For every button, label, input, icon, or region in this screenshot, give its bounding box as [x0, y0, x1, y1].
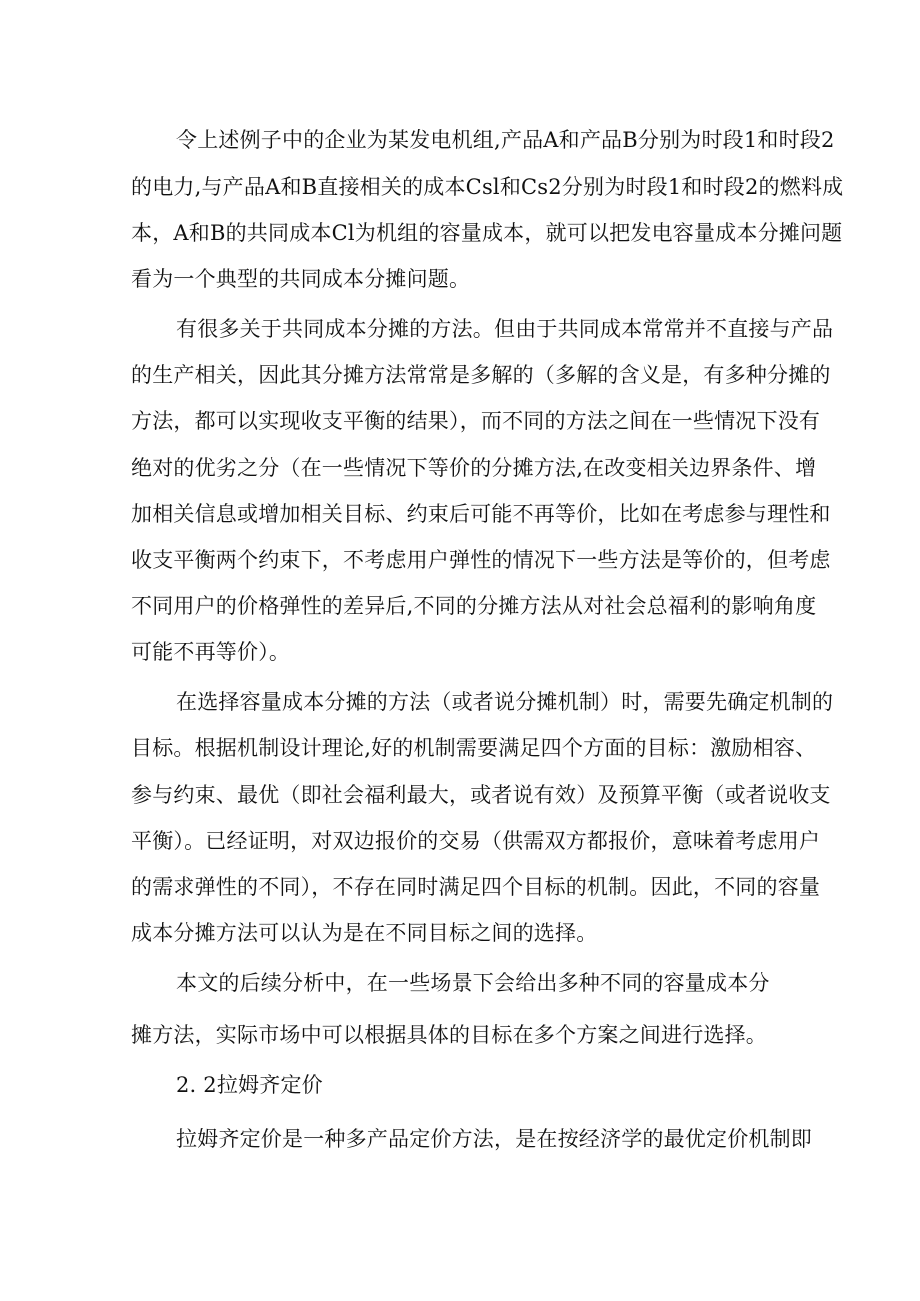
paragraph-2-line-3: 方法，都可以实现收支平衡的结果），而不同的方法之间在一些情况下没有 [131, 409, 821, 433]
paragraph-3-line-1: 在选择容量成本分摊的方法（或者说分摊机制）时，需要先确定机制的 [176, 690, 834, 714]
paragraph-4-line-2: 摊方法，实际市场中可以根据具体的目标在多个方案之间进行选择。 [131, 1023, 767, 1047]
paragraph-5-line-1: 拉姆齐定价是一种多产品定价方法，是在按经济学的最优定价机制即 [176, 1127, 812, 1151]
section-heading: 2. 2拉姆齐定价 [176, 1073, 323, 1097]
paragraph-1-line-1: 令上述例子中的企业为某发电机组,产品A和产品B分别为时段1和时段2 [176, 128, 835, 152]
paragraph-4-line-1: 本文的后续分析中，在一些场景下会给出多种不同的容量成本分 [176, 971, 770, 995]
paragraph-3-line-6: 成本分摊方法可以认为是在不同目标之间的选择。 [131, 921, 598, 945]
paragraph-1-line-4: 看为一个典型的共同成本分摊问题。 [131, 267, 471, 291]
paragraph-2-line-2: 的生产相关，因此其分摊方法常常是多解的（多解的含义是，有多种分摊的 [131, 363, 831, 387]
paragraph-2-line-6: 收支平衡两个约束下，不考虑用户弹性的情况下一些方法是等价的，但考虑 [131, 548, 831, 572]
paragraph-1-line-2: 的电力,与产品A和B直接相关的成本Csl和Cs2分别为时段1和时段2的燃料成 [131, 175, 844, 199]
paragraph-3-line-2: 目标。根据机制设计理论,好的机制需要满足四个方面的目标：激励相容、 [131, 736, 817, 760]
paragraph-3-line-4: 平衡）。已经证明，对双边报价的交易（供需双方都报价，意味着考虑用户 [131, 829, 821, 853]
paragraph-2-line-1: 有很多关于共同成本分摊的方法。但由于共同成本常常并不直接与产品 [176, 317, 834, 341]
paragraph-3-line-3: 参与约束、最优（即社会福利最大，或者说有效）及预算平衡（或者说收支 [131, 783, 831, 807]
paragraph-2-line-4: 绝对的优劣之分（在一些情况下等价的分摊方法,在改变相关边界条件、增 [131, 456, 817, 480]
paragraph-2-line-7: 不同用户的价格弹性的差异后,不同的分摊方法从对社会总福利的影响角度 [131, 594, 817, 618]
paragraph-2-line-8: 可能不再等价）。 [131, 640, 291, 664]
paragraph-1-line-3: 本，A和B的共同成本Cl为机组的容量成本，就可以把发电容量成本分摊问题 [131, 221, 843, 245]
paragraph-3-line-5: 的需求弹性的不同），不存在同时满足四个目标的机制。因此，不同的容量 [131, 875, 821, 899]
paragraph-2-line-5: 加相关信息或增加相关目标、约束后可能不再等价，比如在考虑参与理性和 [131, 502, 831, 526]
